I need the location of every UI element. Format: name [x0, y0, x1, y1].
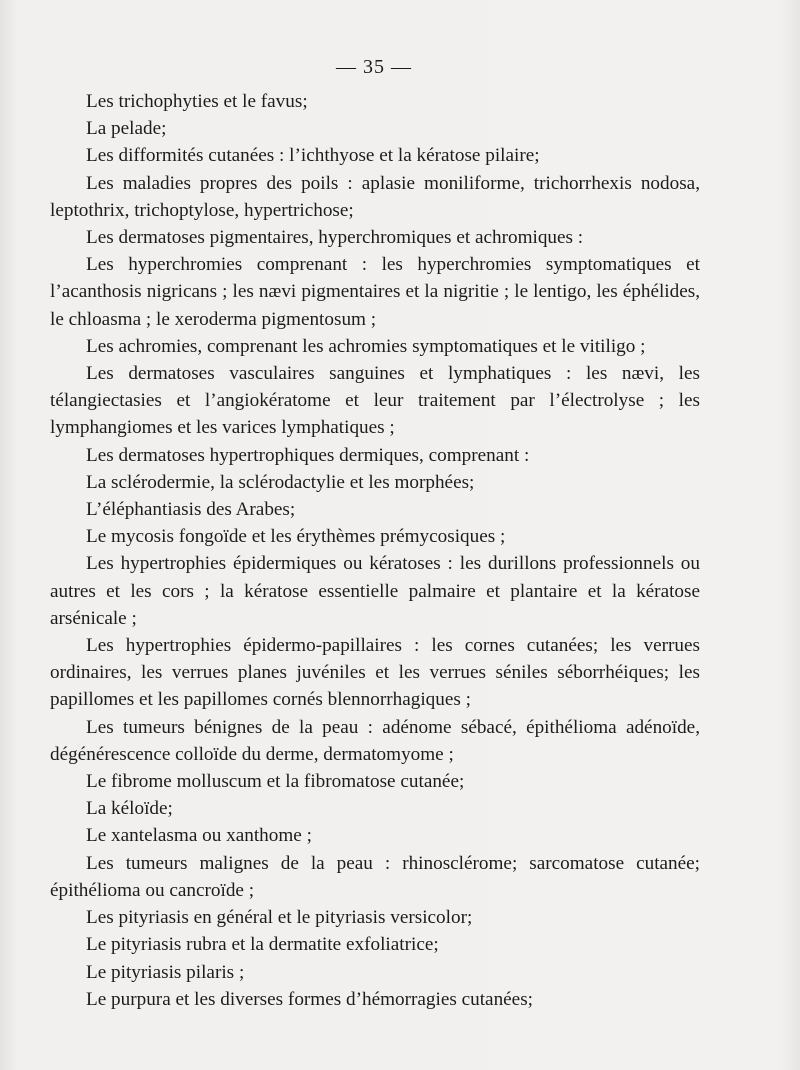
paragraph: Les tumeurs malignes de la peau : rhinosclérome; sarcomatose cutanée; épithélioma ou cancroïde ;	[50, 852, 700, 901]
page-body-text	[50, 88, 700, 1013]
paragraph: Les trichophyties et le favus;	[86, 91, 308, 112]
paragraph: Le pityriasis pilaris ;	[86, 961, 245, 983]
paragraph: Les pityriasis en général et le pityriasis versicolor;	[86, 907, 473, 929]
paragraph: Les hyperchromies comprenant : les hyperchromies symptomatiques et l’acanthosis nigricans ; les nævi pigmentaires et la nigritie ; le lentigo, les éphélides, le chloasma ; le xeroderma pigmentosum ;	[50, 254, 700, 330]
paragraph: L’éléphantiasis des Arabes;	[86, 499, 296, 521]
paragraph: Les hypertrophies épidermiques ou kératoses : les durillons professionnels ou autres et les cors ; la kératose essentielle palmaire et plantaire et la kératose arsénicale ;	[50, 553, 700, 629]
paragraph: Les hypertrophies épidermo-papillaires : les cornes cutanées; les verrues ordinaires, les verrues planes juvéniles et les verrues séniles séborrhéiques; les papillomes et les papillomes cornés blennorrhagiques ;	[50, 635, 700, 711]
paragraph: Le pityriasis rubra et la dermatite exfoliatrice;	[86, 934, 439, 956]
paragraph: Les achromies, comprenant les achromies symptomatiques et le vitiligo ;	[86, 335, 646, 357]
paragraph: Le fibrome molluscum et la fibromatose cutanée;	[86, 771, 465, 793]
paragraph: La sclérodermie, la sclérodactylie et les morphées;	[86, 471, 475, 493]
paragraph: La kéloïde;	[86, 798, 173, 820]
paragraph: Le mycosis fongoïde et les érythèmes prémycosiques ;	[86, 526, 506, 548]
paragraph: Les tumeurs bénignes de la peau : adénome sébacé, épithélioma adénoïde, dégénérescence colloïde du derme, dermatomyome ;	[50, 716, 700, 765]
paragraph: Les dermatoses vasculaires sanguines et lymphatiques : les nævi, les télangiectasies et l’angiokératome et leur traitement par l’électrolyse ; les lymphangiomes et les varices lymphatiques ;	[50, 363, 700, 439]
paragraph: Les dermatoses hypertrophiques dermiques, comprenant :	[86, 444, 530, 466]
paragraph: La pelade;	[86, 118, 167, 140]
paragraph: Le xantelasma ou xanthome ;	[86, 825, 312, 847]
paragraph: Le purpura et les diverses formes d’hémorragies cutanées;	[86, 988, 533, 1010]
paragraph: Les maladies propres des poils : aplasie moniliforme, trichorrhexis nodosa, leptothrix, trichoptylose, hypertrichose;	[50, 172, 700, 221]
paragraph: Les difformités cutanées : l’ichthyose et la kératose pilaire;	[86, 145, 540, 167]
paragraph: Les dermatoses pigmentaires, hyperchromiques et achromiques :	[86, 227, 584, 249]
page-number: — 35 —	[336, 56, 412, 78]
